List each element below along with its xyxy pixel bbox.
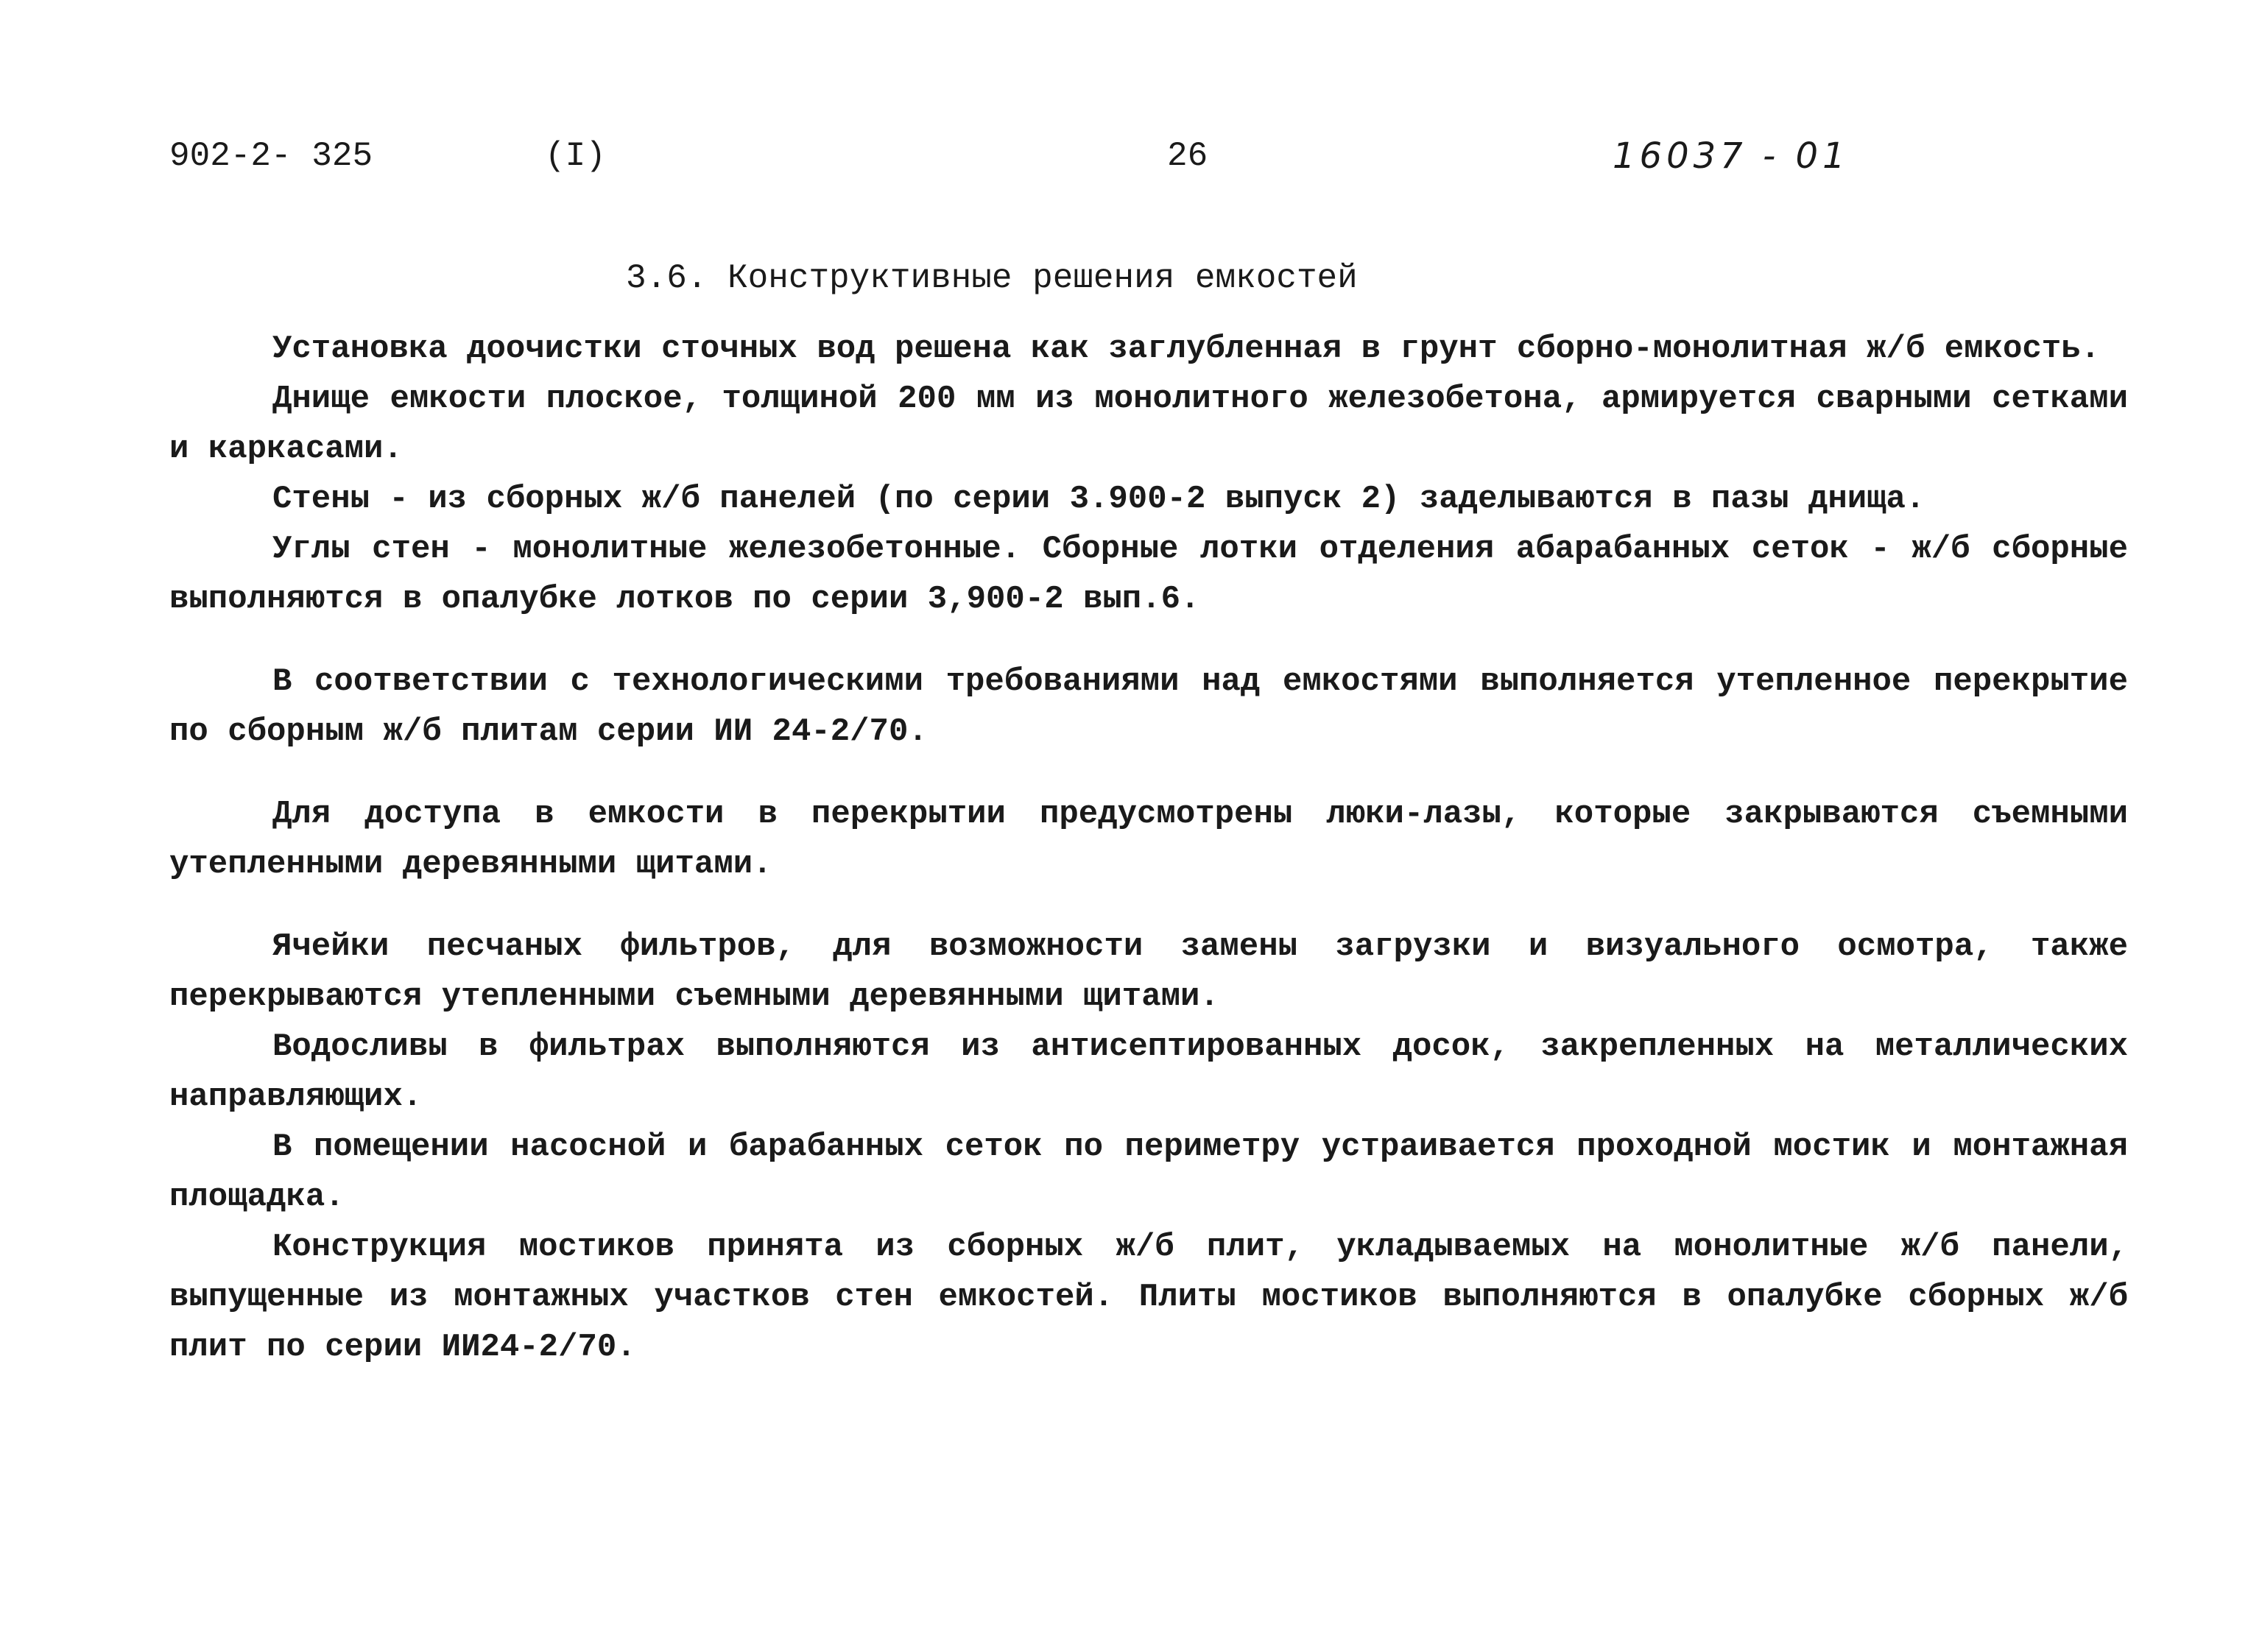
paragraph: Конструкция мостиков принята из сборных ж/б плит, укладываемых на монолитные ж/б панели, выпущенные из монтажных участков стен емкостей. Плиты мостиков выполняются в опалубке сборных ж/б плит по серии ИИ24-2/70. xyxy=(169,1229,2128,1366)
paragraph: В соответствии с технологическими требованиями над емкостями выполняется утепленное перекрытие по сборным ж/б плитам серии ИИ 24-2/70. xyxy=(169,663,2128,750)
paragraph: Углы стен - монолитные железобетонные. Сборные лотки отделения абарабанных сеток - ж/б сборные выполняются в опалубке лотков по серии 3,900-2 вып.6. xyxy=(169,531,2128,618)
section-title: 3.6. Конструктивные решения емкостей xyxy=(626,259,1358,297)
paragraph: Для доступа в емкости в перекрытии предусмотрены люки-лазы, которые закрываются съемными утепленными деревянными щитами. xyxy=(169,796,2128,883)
paragraph: Установка доочистки сточных вод решена как заглубленная в грунт сборно-монолитная ж/б емкость. xyxy=(272,331,2101,367)
paragraph: В помещении насосной и барабанных сеток по периметру устраивается проходной мостик и монтажная площадка. xyxy=(169,1129,2128,1215)
paragraph: Стены - из сборных ж/б панелей (по серии 3.900-2 выпуск 2) заделываются в пазы днища. xyxy=(272,481,1925,518)
body-block-1 xyxy=(169,324,2128,1372)
document-part: (I) xyxy=(545,137,606,175)
document-code: 902-2- 325 xyxy=(169,137,373,175)
paragraph: Водосливы в фильтрах выполняются из антисептированных досок, закрепленных на металлических направляющих. xyxy=(169,1028,2128,1115)
handwritten-inventory-number: 16037 - 01 xyxy=(1613,135,1850,177)
paragraph: Ячейки песчаных фильтров, для возможности замены загрузки и визуального осмотра, также перекрываются утепленными съемными деревянными щитами. xyxy=(169,928,2128,1015)
paragraph: Днище емкости плоское, толщиной 200 мм из монолитного железобетона, армируется сварными сетками и каркасами. xyxy=(169,381,2128,467)
page-number: 26 xyxy=(1167,137,1208,175)
